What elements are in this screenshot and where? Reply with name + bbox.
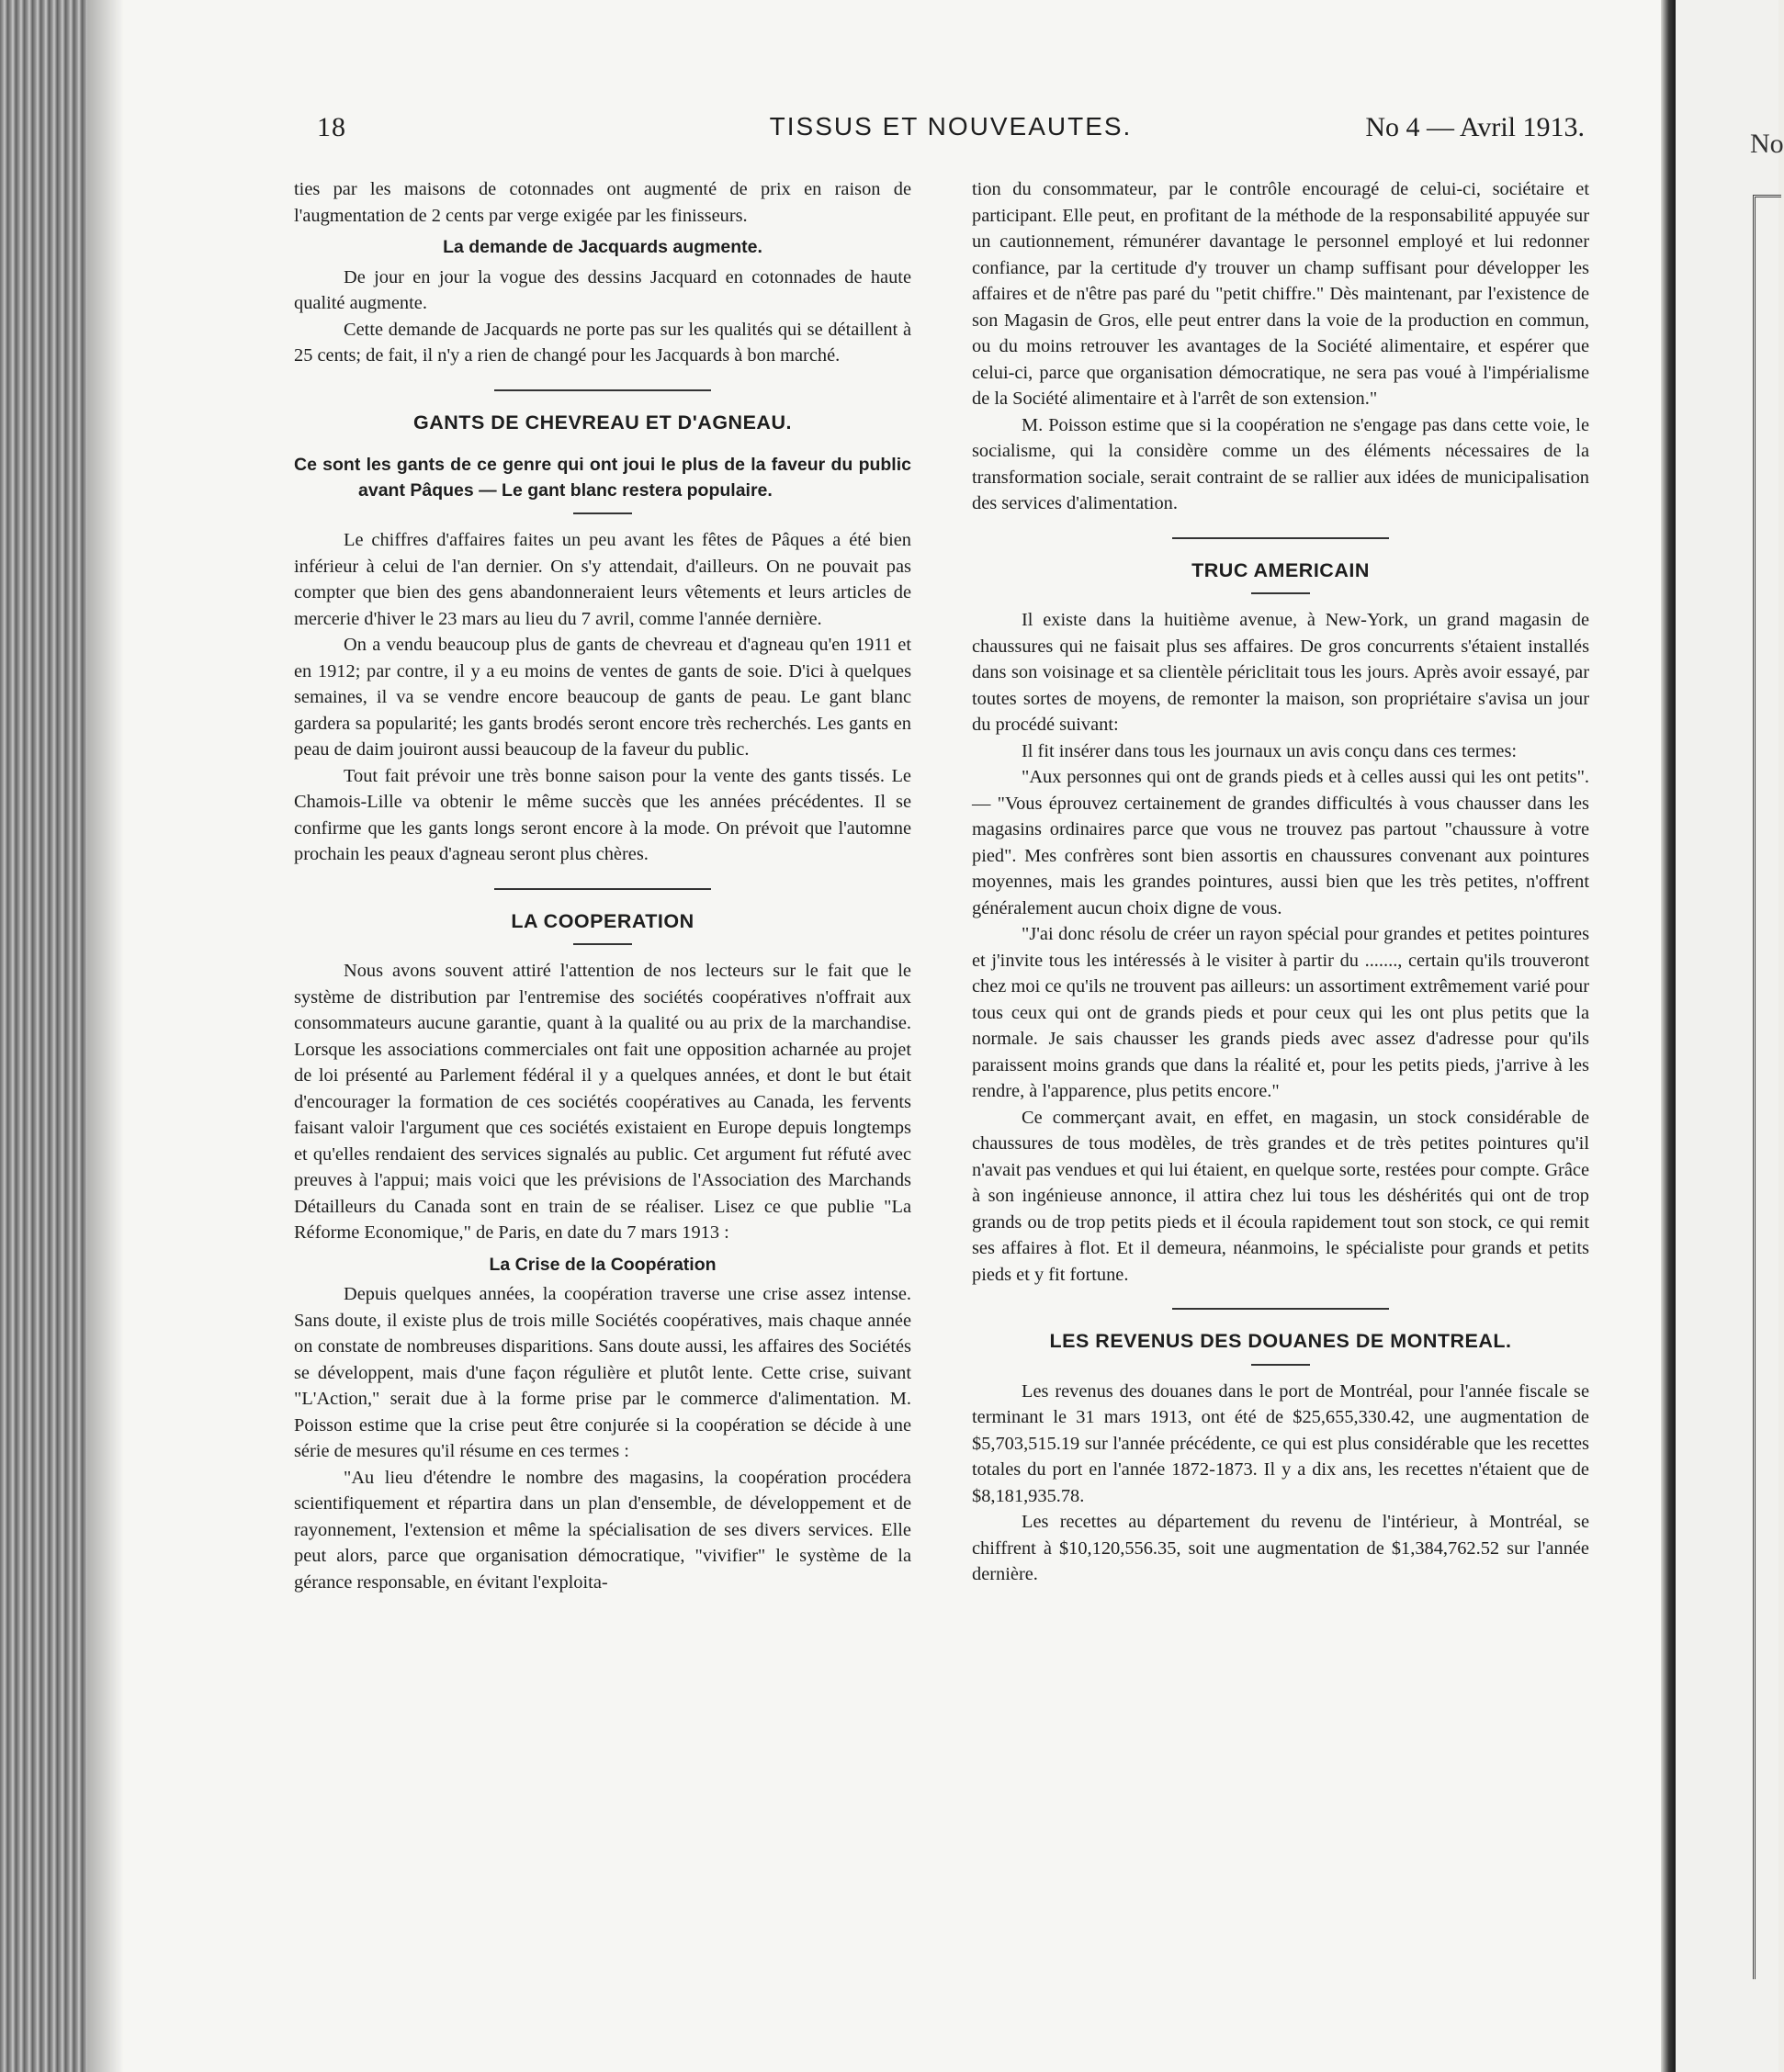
short-rule xyxy=(573,943,632,945)
paragraph: M. Poisson estime que si la coopération ne s'engage pas dans cette voie, le socialisme, qui la considère comme un des éléments nécessaires de la transformation sociale, serait contraint de se rallier aux idées de municipalisation des services d'alimentation. xyxy=(972,414,1589,513)
paragraph: Tout fait prévoir une très bonne saison pour la vente des gants tissés. Le Chamois-Lille va obtenir le même succès que les années précédentes. Il se confirme que les gants longs seront encore à la mode. On prévoit que l'automne prochain les peaux d'agneau seront plus chères. xyxy=(294,765,911,864)
paragraph: On a vendu beaucoup plus de gants de chevreau et d'agneau qu'en 1911 et en 1912; par contre, il y a eu moins de ventes de gants de soie. D'ici à quelques semaines, il va se vendre encore beaucoup de gants de peau. Le gant blanc gardera sa popularité; les gants brodés seront encore très recherchés. Les gants en peau de daim jouiront aussi beaucoup de la faveur du public. xyxy=(294,635,911,760)
book-binding xyxy=(0,0,87,2072)
heading-gants: GANTS DE CHEVREAU ET D'AGNEAU. xyxy=(413,411,792,434)
paragraph: Il existe dans la huitième avenue, à New-York, un grand magasin de chaussures qui ne faisait plus ses affaires. De gros concurrents s'étaient installés dans son voisinage et sa clientèle périclitait tous les jours. Après avoir essayé, par toutes sortes de moyens, de remonter la maison, son propriétaire s'avisa un jour du procédé suivant: xyxy=(972,610,1589,735)
facing-page-label: No xyxy=(1750,129,1784,159)
section-rule xyxy=(494,888,711,890)
issue-date: No 4 — Avril 1913. xyxy=(1365,112,1585,142)
section-rule xyxy=(494,389,711,391)
paragraph: Depuis quelques années, la coopération traverse une crise assez intense. Sans doute, il existe plus de trois mille Sociétés coopératives, mais chaque année on constate de nombreuses disparitions. Sans doute aussi, les affaires des Sociétés se développent, mais d'une façon régulière et plutôt lente. Cette crise, suivant "L'Action," serait due à la forme prise par le commerce d'alimentation. M. Poisson estime que la crise peut être conjurée si la coopération se décide à une série de mesures qu'il résume en ces termes : xyxy=(294,1284,911,1461)
running-head xyxy=(317,112,1585,149)
paragraph: "Aux personnes qui ont de grands pieds et à celles aussi qui les ont petits". — "Vous éprouvez certainement de grandes difficultés à vous chausser dans les magasins ordinaires parce que vous ne trouvez pas partout "chaussure à votre pied". Mes confrères sont bien assortis en chaussures convenant aux pointures moyennes, mais les grandes pointures, aussi bien que les très petites, n'offrent généralement aucun choix digne de vous. xyxy=(972,767,1589,918)
paragraph: ties par les maisons de cotonnades ont augmenté de prix en raison de l'augmentation de 2 cents par verge exigée par les finisseurs. xyxy=(294,179,911,226)
right-column xyxy=(972,176,1589,1588)
heading-cooperation: LA COOPERATION xyxy=(511,909,694,932)
heading-truc-americain: TRUC AMERICAIN xyxy=(1191,558,1370,581)
short-rule xyxy=(1251,1364,1310,1366)
paragraph: Le chiffres d'affaires faites un peu avant les fêtes de Pâques a été bien inférieur à celui de l'an dernier. On s'y attendait, d'ailleurs. On ne pouvait pas compter que bien des gens abandonneraient leurs vêtements et leurs articles de mercerie d'hiver le 23 mars au lieu du 7 avril, comme l'année dernière. xyxy=(294,530,911,629)
paragraph: Les revenus des douanes dans le port de Montréal, pour l'année fiscale se terminant le 31 mars 1913, ont été de $25,655,330.42, une augmentation de $5,703,515.19 sur l'année précédente, ce qui est plus considérable que les recettes totales du port en l'année 1872-1873. Il y a dix ans, les recettes n'étaient que de $8,181,935.78. xyxy=(972,1380,1589,1506)
paragraph: Cette demande de Jacquards ne porte pas sur les qualités qui se détaillent à 25 cents; de fait, il n'y a rien de changé pour les Jacquards à bon marché. xyxy=(294,319,911,366)
left-column xyxy=(294,176,911,1595)
facing-page-border xyxy=(1753,195,1781,1979)
section-rule xyxy=(1172,1308,1389,1310)
paragraph: Il fit insérer dans tous les journaux un avis conçu dans ces termes: xyxy=(1022,740,1518,761)
short-rule xyxy=(573,512,632,514)
paragraph: Ce commerçant avait, en effet, en magasin, un stock considérable de chaussures de tous modèles, de très grandes et de très petites pointures qu'il n'avait pas vendues et qui lui étaient, en quelque sorte, restées pour compte. Grâce à son ingénieuse annonce, il attira chez lui tous les déshérités qui ont de trop grands ou de trop petits pieds et il écoula rapidement tout son stock, ce qui remit ses affaires à flot. Et il demeura, néanmoins, le spécialiste pour grands et petits pieds et y fit fortune. xyxy=(972,1107,1589,1285)
short-rule xyxy=(1251,592,1310,594)
page-gutter xyxy=(1661,0,1676,2072)
deck-gants: Ce sont les gants de ce genre qui ont joui le plus de la faveur du public avant Pâques — Le gant blanc restera populaire. xyxy=(294,455,911,501)
paragraph: De jour en jour la vogue des dessins Jacquard en cotonnades de haute qualité augmente. xyxy=(294,266,911,313)
subheading-crise: La Crise de la Coopération xyxy=(489,1254,717,1275)
paragraph: Nous avons souvent attiré l'attention de nos lecteurs sur le fait que le système de distribution par l'entremise des sociétés coopératives n'offrait aux consommateurs aucune garantie, quant à la qualité ou au prix de la marchandise. Lorsque les associations commerciales ont fait une opposition acharnée au projet de loi présenté au Parlement fédéral il y a quelques années, et dont le but était d'encourager la formation de ces sociétés coopératives au Canada, les fervents faisant valoir l'argument que ces sociétés existaient en Europe depuis longtemps et qu'elles rendaient des services signalés au public. Cet argument fut réfuté avec preuves à l'appui; mais voici que les prévisions de l'Association des Marchands Détailleurs du Canada sont en train de se réaliser. Lisez ce que publie "La Réforme Economique," de Paris, en date du 7 mars 1913 : xyxy=(294,961,911,1243)
paragraph: "J'ai donc résolu de créer un rayon spécial pour grandes et petites pointures et j'invite tous les intéressés à le visiter à partir du ......., certain qu'ils trouveront chez moi ce qu'ils ne trouvent pas ailleurs: un assortiment extrêmement varié pour tous ceux qui ont de grands pieds et pour ceux qui les ont plus petits que la normale. Je sais chausser les grands pieds avec assez d'adresse pour qu'ils paraissent moins grands que dans la réalité et, pour les petits pieds, j'arrive à les rendre, à l'apparence, plus petits encore." xyxy=(972,924,1589,1101)
paragraph: "Au lieu d'étendre le nombre des magasins, la coopération procédera scientifiquement et répartira dans un plan d'ensemble, de développement et de rayonnement, l'extension et même la spécialisation de ses divers services. Elle peut alors, parce que organisation démocratique, "vivifier" le système de la gérance responsable, en évitant l'exploita- xyxy=(294,1467,911,1593)
subheading-jacquard: La demande de Jacquards augmente. xyxy=(443,237,762,257)
page-number: 18 xyxy=(317,112,346,142)
binding-shadow xyxy=(87,0,124,2072)
section-rule xyxy=(1172,537,1389,539)
paragraph: tion du consommateur, par le contrôle encouragé de celui-ci, sociétaire et participant. Elle peut, en profitant de la méthode de la responsabilité appuyée sur un cautionnement, rémunérer davantage le personnel employé et lui redonner confiance, par la certitude d'y trouver un champ suffisant pour développer les affaires et de n'être pas paré du "petit chiffre." Dès maintenant, par l'existence de son Magasin de Gros, elle peut entrer dans la voie de la production en commun, ou du moins retrouver les avantages de la Société alimentaire, et espérer que celui-ci, parce que organisation démocratique, ne sera pas voué à l'impérialisme de la Société alimentaire et à l'arrêt de son extension." xyxy=(972,179,1589,409)
publication-title: TISSUS ET NOUVEAUTES. xyxy=(769,112,1133,141)
paragraph: Les recettes au département du revenu de l'intérieur, à Montréal, se chiffrent à $10,120,556.35, soit une augmentation de $1,384,762.52 sur l'année dernière. xyxy=(972,1512,1589,1584)
heading-douanes: LES REVENUS DES DOUANES DE MONTREAL. xyxy=(1049,1330,1512,1352)
